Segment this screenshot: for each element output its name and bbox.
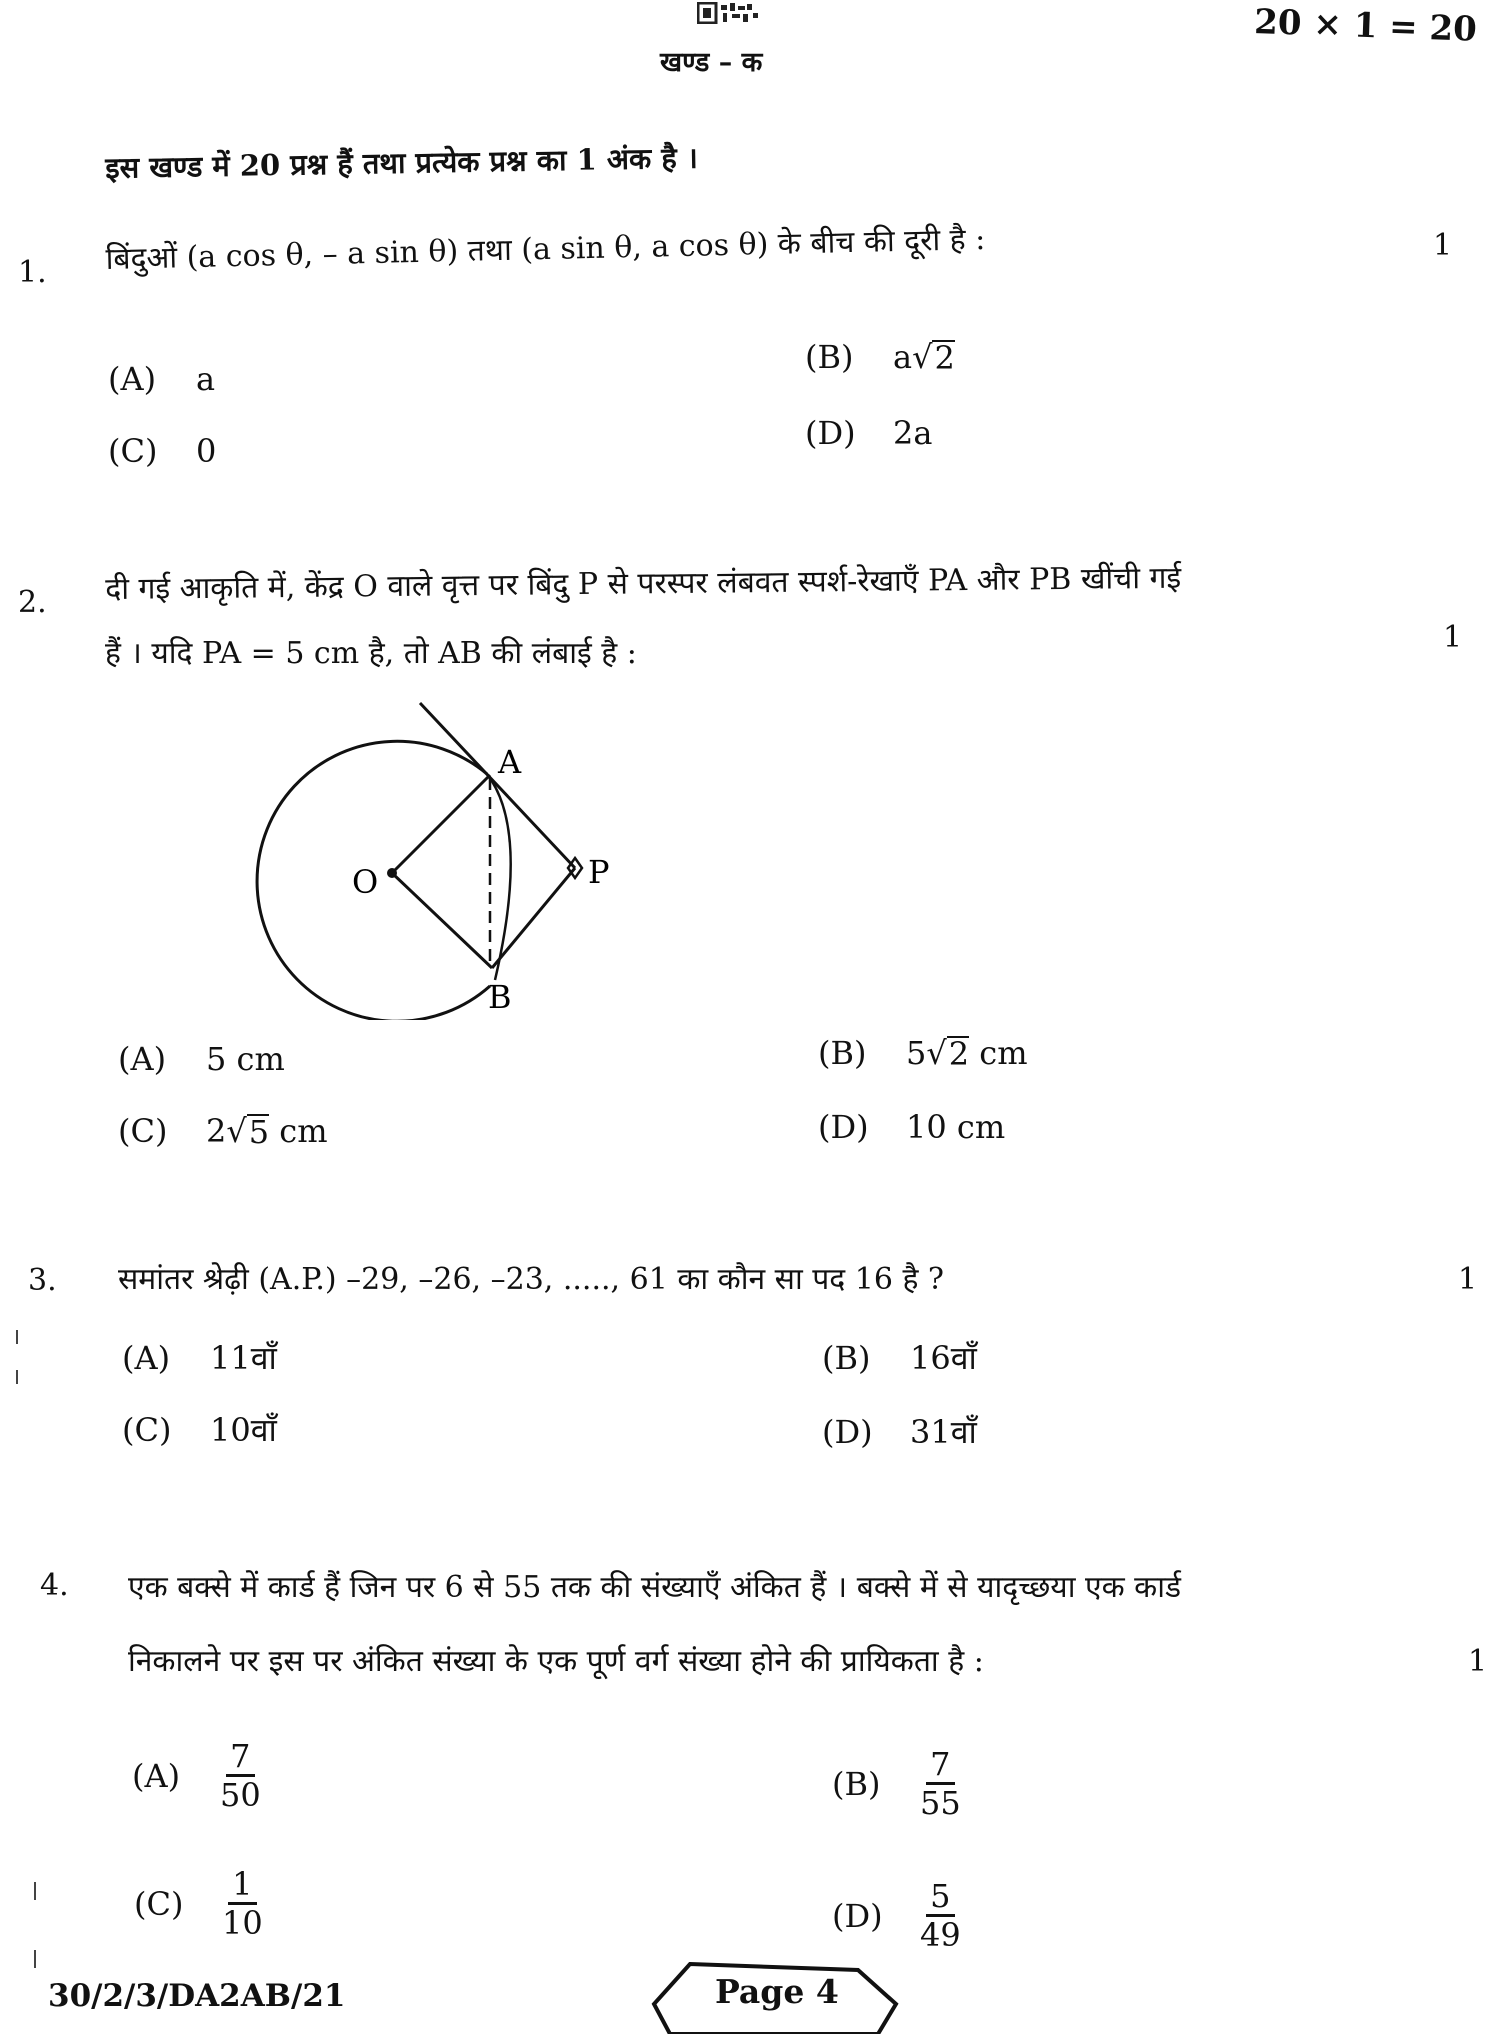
question-4-text-line-2: निकालने पर इस पर अंकित संख्या के एक पूर्ण वर्ग संख्या होने की प्रायिकता है : — [128, 1644, 984, 1679]
option-label: (D) — [818, 1108, 869, 1146]
question-4-option-d[interactable] — [832, 1878, 961, 1953]
option-value: 31वाँ — [910, 1413, 977, 1451]
question-2-option-b[interactable] — [818, 1034, 1028, 1072]
question-1-option-a[interactable] — [108, 360, 215, 398]
option-prefix: 5 — [906, 1034, 927, 1072]
option-label: (A) — [132, 1756, 181, 1795]
numerator: 5 — [926, 1878, 954, 1917]
scan-mark — [16, 1330, 18, 1344]
question-4-text-line-1: एक बक्से में कार्ड हैं जिन पर 6 से 55 तक की संख्याएँ अंकित हैं । बक्से में से यादृच्छया एक कार्ड — [128, 1570, 1182, 1605]
option-label: (D) — [805, 414, 856, 452]
fraction — [220, 1738, 261, 1813]
question-1-option-b[interactable] — [805, 338, 955, 376]
scan-mark — [34, 1882, 36, 1900]
page-label: Page 4 — [715, 1972, 839, 2011]
question-3-marks: 1 — [1458, 1262, 1478, 1297]
fraction — [222, 1866, 263, 1941]
option-value: 5 cm — [206, 1040, 285, 1078]
option-label: (A) — [108, 360, 157, 398]
qr-code-icon — [697, 2, 767, 24]
option-label: (D) — [822, 1412, 873, 1451]
option-radicand: 2 — [948, 1035, 970, 1073]
question-1-number: 1. — [18, 255, 47, 290]
fraction — [920, 1878, 961, 1953]
scan-mark — [34, 1950, 36, 1968]
option-value: 16वाँ — [910, 1339, 977, 1377]
denominator: 10 — [222, 1904, 263, 1942]
option-label: (B) — [805, 338, 854, 376]
label-b: B — [488, 978, 512, 1016]
tangent-circle-figure — [230, 690, 630, 1020]
option-label: (B) — [832, 1764, 881, 1803]
option-radicand: 2 — [934, 339, 955, 377]
option-label: (C) — [108, 432, 158, 470]
section-title: खण्ड – क — [660, 47, 763, 78]
question-2-option-c[interactable] — [118, 1112, 328, 1150]
question-1-option-d[interactable] — [805, 414, 932, 452]
sqrt-icon: √ — [912, 338, 933, 376]
option-label: (B) — [822, 1338, 871, 1377]
question-4-option-a[interactable] — [132, 1738, 261, 1813]
numerator: 7 — [926, 1746, 954, 1785]
sqrt-icon: √ — [926, 1034, 947, 1072]
question-4-option-c[interactable] — [134, 1866, 263, 1941]
denominator: 55 — [920, 1784, 961, 1822]
fraction — [920, 1746, 961, 1821]
question-1-option-c[interactable] — [108, 432, 216, 470]
option-value: 10 cm — [906, 1108, 1006, 1146]
label-p: P — [588, 853, 610, 891]
question-3-text: समांतर श्रेढ़ी (A.P.) –29, –26, –23, ....., 61 का कौन सा पद 16 है ? — [118, 1262, 945, 1297]
option-value: 10वाँ — [210, 1411, 277, 1449]
option-label: (D) — [832, 1896, 883, 1935]
page-number-badge — [650, 1960, 900, 2030]
section-instruction: इस खण्ड में 20 प्रश्न हैं तथा प्रत्येक प्रश्न का 1 अंक है । — [105, 140, 699, 185]
question-2-text-line-2: हैं । यदि PA = 5 cm है, तो AB की लंबाई है : — [105, 636, 637, 671]
question-4-marks: 1 — [1468, 1644, 1488, 1679]
question-2-text-line-1: दी गई आकृति में, केंद्र O वाले वृत्त पर बिंदु P से परस्पर लंबवत स्पर्श-रेखाएँ PA और PB खींची गई — [105, 560, 1182, 607]
option-label: (B) — [818, 1034, 867, 1072]
option-label: (C) — [122, 1410, 172, 1449]
option-suffix: cm — [269, 1112, 328, 1150]
question-2-option-d[interactable] — [818, 1108, 1005, 1146]
question-1-text: बिंदुओं (a cos θ, – a sin θ) तथा (a sin θ, a cos θ) के बीच की दूरी है : — [105, 222, 986, 277]
option-radicand: 5 — [248, 1113, 270, 1151]
question-3-option-c[interactable] — [122, 1408, 277, 1451]
question-3-number: 3. — [28, 1263, 57, 1298]
option-label: (A) — [118, 1040, 167, 1078]
option-prefix: 2 — [206, 1112, 227, 1150]
denominator: 50 — [220, 1776, 261, 1814]
paper-code: 30/2/3/DA2AB/21 — [48, 1978, 346, 2014]
option-label: (C) — [134, 1884, 184, 1923]
numerator: 1 — [228, 1866, 256, 1905]
label-o: O — [352, 863, 379, 901]
question-2-marks: 1 — [1443, 620, 1463, 655]
question-1-marks: 1 — [1433, 228, 1453, 263]
question-3-option-b[interactable] — [822, 1336, 977, 1379]
question-2-option-a[interactable] — [118, 1040, 285, 1078]
question-3-option-d[interactable] — [822, 1410, 977, 1453]
option-label: (A) — [122, 1338, 171, 1377]
question-2-number: 2. — [18, 585, 47, 620]
sqrt-icon: √ — [226, 1112, 247, 1150]
denominator: 49 — [920, 1916, 961, 1954]
question-4-option-b[interactable] — [832, 1746, 961, 1821]
label-a: A — [498, 743, 522, 781]
option-suffix: cm — [969, 1034, 1028, 1072]
option-value: 11वाँ — [210, 1339, 277, 1377]
question-3-option-a[interactable] — [122, 1336, 277, 1379]
option-prefix: a — [893, 338, 913, 376]
option-value: 2a — [893, 414, 933, 452]
scan-mark — [16, 1370, 18, 1384]
question-4-number: 4. — [40, 1568, 69, 1603]
option-value: 0 — [196, 432, 217, 470]
numerator: 7 — [226, 1738, 254, 1777]
marks-scheme: 20 × 1 = 20 — [1253, 2, 1478, 50]
option-value: a — [196, 360, 216, 398]
option-label: (C) — [118, 1112, 168, 1150]
